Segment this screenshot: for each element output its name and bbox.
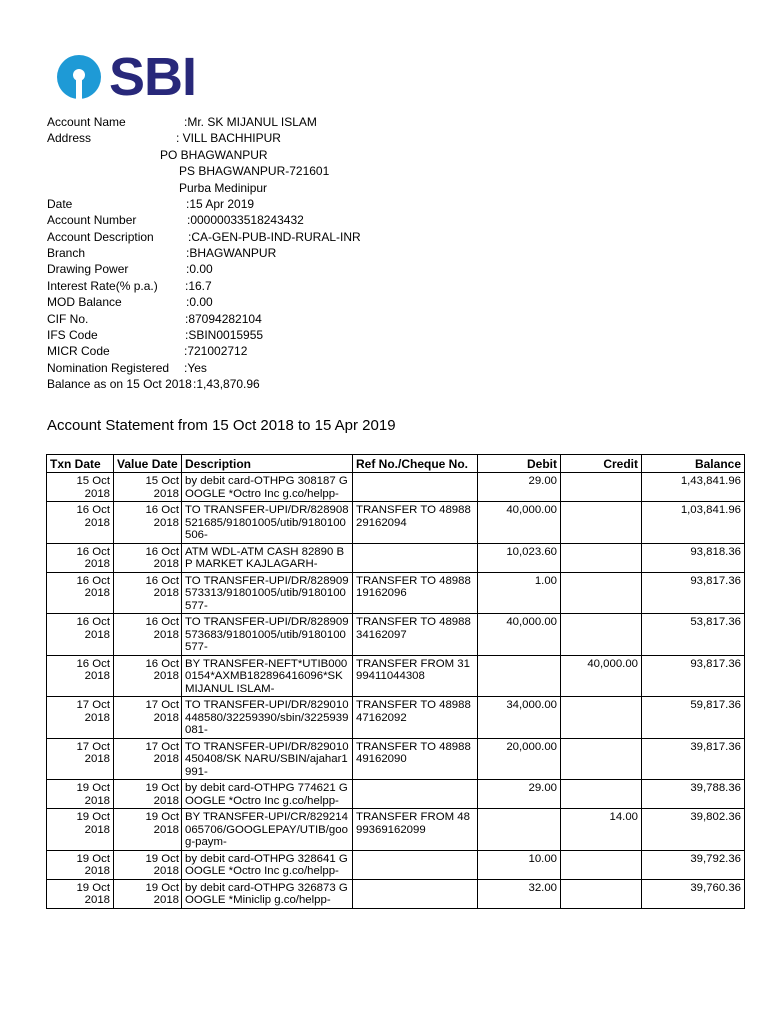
description-cell: TO TRANSFER-UPI/DR/828909573683/91801005/utib/9180100577- xyxy=(182,614,353,656)
ref-no-cell: TRANSFER TO 4898834162097 xyxy=(353,614,478,656)
debit-cell xyxy=(478,809,561,851)
value-date-cell: 19 Oct 2018 xyxy=(114,850,182,879)
debit-cell: 10.00 xyxy=(478,850,561,879)
description-cell: BY TRANSFER-NEFT*UTIB0000154*AXMB182896416096*SK MIJANUL ISLAM- xyxy=(182,655,353,697)
value-date-cell: 19 Oct 2018 xyxy=(114,879,182,908)
credit-cell xyxy=(561,738,642,780)
balance-cell: 93,817.36 xyxy=(642,655,745,697)
txn-date-cell: 16 Oct 2018 xyxy=(47,543,114,572)
table-row xyxy=(47,697,745,739)
debit-cell xyxy=(478,655,561,697)
info-label: CIF No. xyxy=(47,312,89,326)
ref-no-cell xyxy=(353,879,478,908)
info-value: :1,43,870.96 xyxy=(193,377,260,391)
info-label: Account Description xyxy=(47,230,154,244)
balance-cell: 39,802.36 xyxy=(642,809,745,851)
info-label: Interest Rate(% p.a.) xyxy=(47,279,158,293)
value-date-cell: 16 Oct 2018 xyxy=(114,572,182,614)
debit-cell: 29.00 xyxy=(478,780,561,809)
balance-cell: 93,817.36 xyxy=(642,572,745,614)
column-header-debit: Debit xyxy=(478,455,561,473)
txn-date-cell: 19 Oct 2018 xyxy=(47,850,114,879)
value-date-cell: 19 Oct 2018 xyxy=(114,809,182,851)
column-header-ref-no: Ref No./Cheque No. xyxy=(353,455,478,473)
description-cell: by debit card-OTHPG 308187 GOOGLE *Octro Inc g.co/helpp- xyxy=(182,473,353,502)
info-value: : VILL BACHHIPUR xyxy=(176,131,281,145)
credit-cell xyxy=(561,543,642,572)
txn-date-cell: 16 Oct 2018 xyxy=(47,655,114,697)
txn-date-cell: 17 Oct 2018 xyxy=(47,738,114,780)
info-value: :15 Apr 2019 xyxy=(186,197,255,211)
table-row xyxy=(47,809,745,851)
balance-cell: 1,03,841.96 xyxy=(642,502,745,544)
value-date-cell: 16 Oct 2018 xyxy=(114,614,182,656)
statement-title: Account Statement from 15 Oct 2018 to 15 Apr 2019 xyxy=(47,417,396,434)
value-date-cell: 16 Oct 2018 xyxy=(114,655,182,697)
value-date-cell: 17 Oct 2018 xyxy=(114,697,182,739)
brand-name: SBI xyxy=(109,47,197,107)
debit-cell: 32.00 xyxy=(478,879,561,908)
ref-no-cell xyxy=(353,780,478,809)
column-header-value-date: Value Date xyxy=(114,455,182,473)
info-value: PS BHAGWANPUR-721601 xyxy=(179,164,330,178)
info-value: Purba Medinipur xyxy=(179,181,268,195)
balance-cell: 1,43,841.96 xyxy=(642,473,745,502)
info-label: Drawing Power xyxy=(47,262,129,276)
ref-no-cell: TRANSFER TO 4898849162090 xyxy=(353,738,478,780)
ref-no-cell xyxy=(353,473,478,502)
balance-cell: 39,792.36 xyxy=(642,850,745,879)
credit-cell xyxy=(561,780,642,809)
ref-no-cell: TRANSFER TO 4898847162092 xyxy=(353,697,478,739)
value-date-cell: 17 Oct 2018 xyxy=(114,738,182,780)
credit-cell xyxy=(561,879,642,908)
table-row xyxy=(47,879,745,908)
ref-no-cell: TRANSFER FROM 4899369162099 xyxy=(353,809,478,851)
balance-cell: 39,760.36 xyxy=(642,879,745,908)
info-label: IFS Code xyxy=(47,328,98,342)
transactions-table xyxy=(46,454,745,909)
balance-cell: 39,788.36 xyxy=(642,780,745,809)
value-date-cell: 19 Oct 2018 xyxy=(114,780,182,809)
table-row xyxy=(47,502,745,544)
debit-cell: 10,023.60 xyxy=(478,543,561,572)
info-label: Date xyxy=(47,197,73,211)
txn-date-cell: 19 Oct 2018 xyxy=(47,879,114,908)
description-cell: BY TRANSFER-UPI/CR/829214065706/GOOGLEPAY/UTIB/goog-paym- xyxy=(182,809,353,851)
info-value: :0.00 xyxy=(186,295,213,309)
debit-cell: 34,000.00 xyxy=(478,697,561,739)
info-value: :16.7 xyxy=(185,279,212,293)
table-row xyxy=(47,738,745,780)
credit-cell xyxy=(561,572,642,614)
balance-cell: 93,818.36 xyxy=(642,543,745,572)
txn-date-cell: 15 Oct 2018 xyxy=(47,473,114,502)
description-cell: by debit card-OTHPG 328641 GOOGLE *Octro Inc g.co/helpp- xyxy=(182,850,353,879)
info-label: Balance as on 15 Oct 2018 xyxy=(47,377,192,391)
description-cell: TO TRANSFER-UPI/DR/829010450408/SK NARU/SBIN/ajahar1991- xyxy=(182,738,353,780)
balance-cell: 53,817.36 xyxy=(642,614,745,656)
description-cell: TO TRANSFER-UPI/DR/829010448580/32259390/sbin/3225939081- xyxy=(182,697,353,739)
table-row xyxy=(47,473,745,502)
column-header-balance: Balance xyxy=(642,455,745,473)
credit-cell: 40,000.00 xyxy=(561,655,642,697)
column-header-description: Description xyxy=(182,455,353,473)
txn-date-cell: 16 Oct 2018 xyxy=(47,502,114,544)
debit-cell: 20,000.00 xyxy=(478,738,561,780)
ref-no-cell xyxy=(353,543,478,572)
info-value: PO BHAGWANPUR xyxy=(160,148,268,162)
info-label: Nomination Registered xyxy=(47,361,170,375)
ref-no-cell: TRANSFER FROM 3199411044308 xyxy=(353,655,478,697)
column-header-txn-date: Txn Date xyxy=(47,455,114,473)
txn-date-cell: 16 Oct 2018 xyxy=(47,614,114,656)
info-value: :87094282104 xyxy=(185,312,262,326)
ref-no-cell: TRANSFER TO 4898819162096 xyxy=(353,572,478,614)
description-cell: ATM WDL-ATM CASH 82890 BP MARKET KAJLAGARH- xyxy=(182,543,353,572)
info-value: :Mr. SK MIJANUL ISLAM xyxy=(184,115,317,129)
debit-cell: 1.00 xyxy=(478,572,561,614)
info-value: :Yes xyxy=(184,361,207,375)
info-value: :SBIN0015955 xyxy=(185,328,264,342)
table-row xyxy=(47,543,745,572)
debit-cell: 40,000.00 xyxy=(478,502,561,544)
sbi-logo xyxy=(55,47,197,107)
credit-cell xyxy=(561,614,642,656)
description-cell: TO TRANSFER-UPI/DR/828909573313/91801005/utib/9180100577- xyxy=(182,572,353,614)
info-value: :CA-GEN-PUB-IND-RURAL-INR xyxy=(188,230,361,244)
sbi-keyhole-icon xyxy=(55,53,103,101)
credit-cell xyxy=(561,697,642,739)
description-cell: by debit card-OTHPG 774621 GOOGLE *Octro Inc g.co/helpp- xyxy=(182,780,353,809)
balance-cell: 39,817.36 xyxy=(642,738,745,780)
description-cell: by debit card-OTHPG 326873 GOOGLE *Miniclip g.co/helpp- xyxy=(182,879,353,908)
value-date-cell: 16 Oct 2018 xyxy=(114,502,182,544)
balance-cell: 59,817.36 xyxy=(642,697,745,739)
credit-cell: 14.00 xyxy=(561,809,642,851)
table-row xyxy=(47,780,745,809)
description-cell: TO TRANSFER-UPI/DR/828908521685/91801005/utib/9180100506- xyxy=(182,502,353,544)
info-label: Branch xyxy=(47,246,86,260)
ref-no-cell: TRANSFER TO 4898829162094 xyxy=(353,502,478,544)
info-value: :00000033518243432 xyxy=(187,213,304,227)
txn-date-cell: 19 Oct 2018 xyxy=(47,809,114,851)
info-label: MOD Balance xyxy=(47,295,122,309)
transactions-body xyxy=(47,473,745,909)
table-row xyxy=(47,655,745,697)
value-date-cell: 16 Oct 2018 xyxy=(114,543,182,572)
txn-date-cell: 19 Oct 2018 xyxy=(47,780,114,809)
table-header-row xyxy=(47,455,745,473)
debit-cell: 29.00 xyxy=(478,473,561,502)
info-label: Account Number xyxy=(47,213,137,227)
txn-date-cell: 17 Oct 2018 xyxy=(47,697,114,739)
table-row xyxy=(47,572,745,614)
value-date-cell: 15 Oct 2018 xyxy=(114,473,182,502)
info-label: Address xyxy=(47,131,92,145)
info-label: Account Name xyxy=(47,115,126,129)
credit-cell xyxy=(561,502,642,544)
info-label: MICR Code xyxy=(47,344,110,358)
info-value: :721002712 xyxy=(184,344,248,358)
ref-no-cell xyxy=(353,850,478,879)
credit-cell xyxy=(561,850,642,879)
column-header-credit: Credit xyxy=(561,455,642,473)
txn-date-cell: 16 Oct 2018 xyxy=(47,572,114,614)
table-row xyxy=(47,850,745,879)
info-value: :0.00 xyxy=(186,262,213,276)
table-row xyxy=(47,614,745,656)
info-value: :BHAGWANPUR xyxy=(186,246,277,260)
credit-cell xyxy=(561,473,642,502)
debit-cell: 40,000.00 xyxy=(478,614,561,656)
